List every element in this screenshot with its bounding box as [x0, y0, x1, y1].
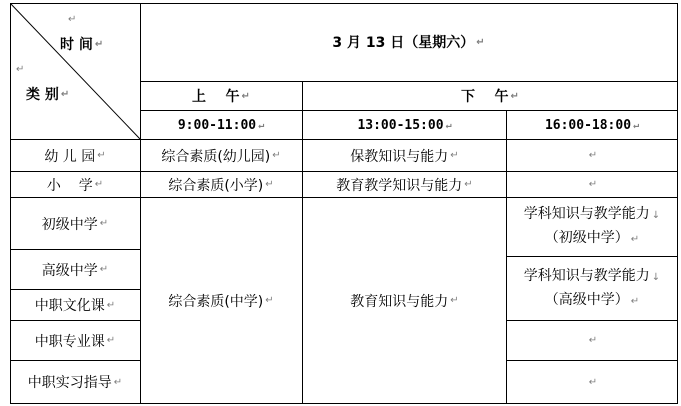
header-category-label: 类 别 ↵: [26, 87, 70, 103]
row-line-vocational-culture: [10, 320, 141, 321]
row-line-junior-slot3: [506, 256, 678, 257]
header-slot-2: 13:00-15:00 ↵: [357, 117, 452, 133]
secondary-slot-1: 综合素质(中学) ↵: [168, 293, 274, 310]
kindergarten-slot-3: ↵: [588, 150, 598, 161]
row-line-senior-cat: [10, 289, 141, 290]
junior-high-slot-3: 学科知识与教学能力 ↓ （初级中学） ↵: [523, 206, 661, 246]
header-slot-3: 16:00-18:00 ↵: [544, 117, 640, 133]
category-vocational-culture: 中职文化课 ↵: [34, 298, 116, 314]
category-kindergarten: 幼 儿 园 ↵: [44, 148, 106, 165]
category-junior-high: 初级中学 ↵: [41, 216, 109, 233]
kindergarten-slot-1: 综合素质(幼儿园) ↵: [161, 148, 281, 165]
header-morning: 上 午 ↵: [192, 89, 250, 105]
row-line-vocational-major-slot3: [506, 360, 678, 361]
border-top: [10, 3, 678, 4]
border-left: [10, 3, 11, 404]
category-senior-high: 高级中学 ↵: [41, 262, 109, 279]
row-line-junior-cat: [10, 249, 141, 250]
row-line-header-end: [10, 139, 678, 140]
secondary-slot-2: 教育知识与能力 ↵: [350, 293, 459, 310]
row-line-primary: [10, 197, 678, 198]
primary-slot-3: ↵: [588, 179, 598, 190]
senior-high-slot-3: 学科知识与教学能力 ↓ （高级中学） ↵: [523, 267, 661, 308]
header-small-mark-1: ↵: [68, 13, 77, 25]
vocational-major-slot-3: ↵: [588, 335, 598, 346]
header-slot-1: 9:00-11:00 ↵: [177, 117, 265, 133]
header-afternoon: 下 午 ↵: [461, 89, 519, 105]
row-line-halfday: [140, 110, 678, 111]
category-primary: 小 学 ↵: [46, 177, 104, 194]
row-line-date: [140, 81, 678, 82]
col-line-1: [140, 3, 141, 404]
kindergarten-slot-2: 保教知识与能力 ↵: [350, 148, 459, 165]
header-small-mark-2: ↵: [16, 63, 25, 75]
vocational-practice-slot-3: ↵: [588, 376, 598, 388]
border-bottom: [10, 403, 678, 404]
border-right: [677, 3, 678, 404]
row-line-senior-slot3: [506, 320, 678, 321]
category-vocational-practice: 中职实习指导 ↵: [27, 375, 123, 391]
col-line-2: [302, 81, 303, 403]
header-date: 3 月 13 日（星期六） ↵: [332, 35, 485, 51]
row-line-vocational-major: [10, 360, 141, 361]
category-vocational-major: 中职专业课 ↵: [34, 333, 116, 350]
primary-slot-1: 综合素质(小学) ↵: [168, 177, 274, 194]
primary-slot-2: 教育教学知识与能力 ↵: [336, 177, 473, 194]
row-line-kindergarten: [10, 171, 678, 172]
header-time-label: 时 间 ↵: [60, 37, 104, 53]
